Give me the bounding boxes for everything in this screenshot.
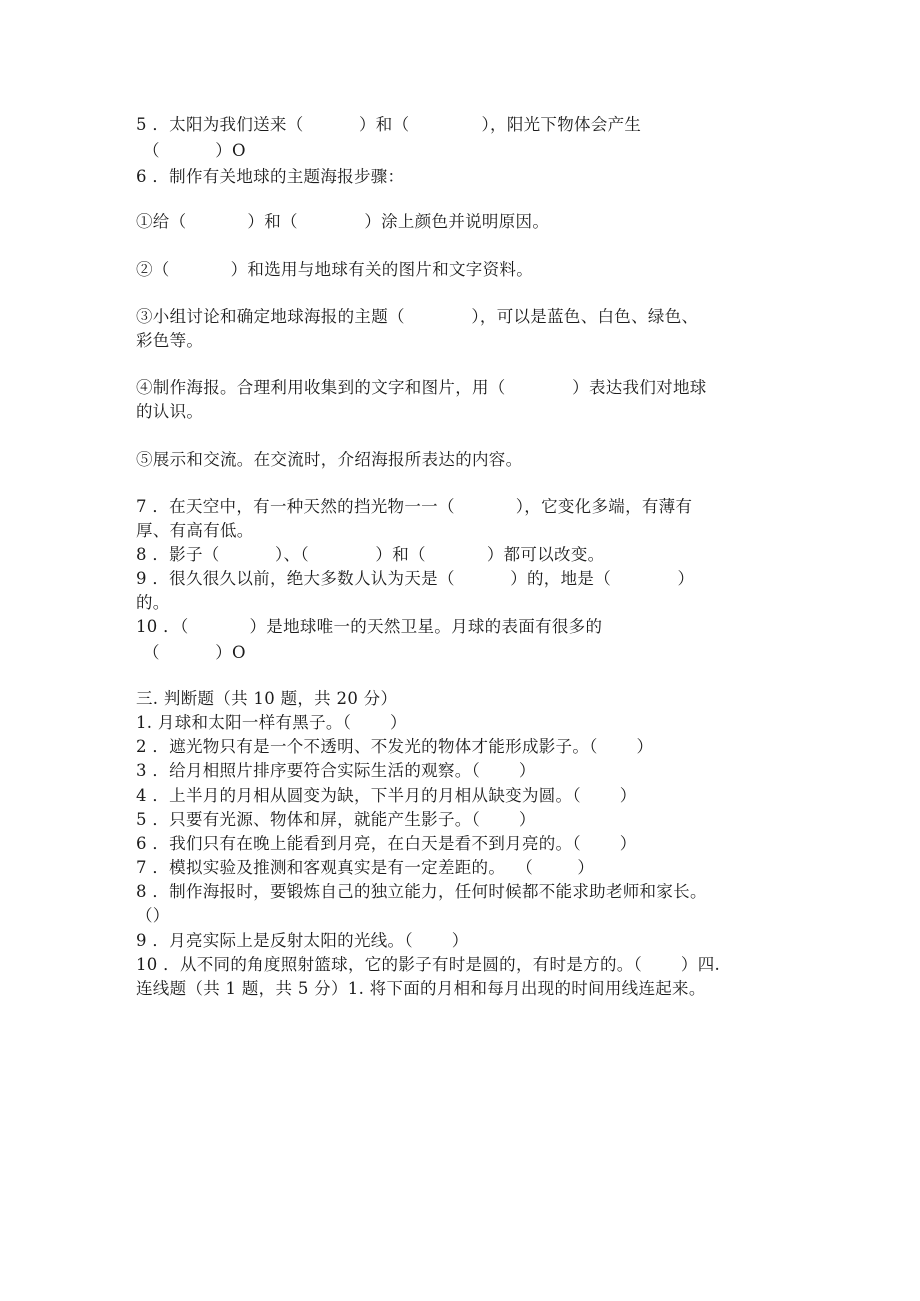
q6-step4-line2: 的认识。 <box>136 402 204 421</box>
q5-line1: 5 ．太阳为我们送来（ ）和（ ），阳光下物体会产生 <box>136 115 642 134</box>
section-heading-true-false: 三. 判断题（共 10 题，共 20 分） <box>136 689 398 708</box>
q10-line1: 10 ．（ ）是地球唯一的天然卫星。月球的表面有很多的 <box>136 617 603 636</box>
q6-title: 6 ．制作有关地球的主题海报步骤： <box>136 167 405 186</box>
tf-item: 10 ．从不同的角度照射篮球，它的影子有时是圆的，有时是方的。（ ）四. <box>136 955 721 974</box>
q8-line1: 8 ．影子（ ）、（ ）和（ ）都可以改变。 <box>136 545 605 564</box>
tf-item: 4 ．上半月的月相从圆变为缺，下半月的月相从缺变为圆。（ ） <box>136 786 637 805</box>
q5-line2: （ ）O <box>143 141 246 160</box>
q6-step5: ⑤展示和交流。在交流时，介绍海报所表达的内容。 <box>136 450 523 469</box>
q6-step3-line1: ③小组讨论和确定地球海报的主题（ ），可以是蓝色、白色、绿色、 <box>136 307 699 326</box>
q7-line1: 7 ．在天空中，有一种天然的挡光物一一（ ），它变化多端，有薄有 <box>136 497 693 516</box>
q6-step1: ①给（ ）和（ ）涂上颜色并说明原因。 <box>136 212 550 231</box>
tf-item: 8 ．制作海报时，要锻炼自己的独立能力，任何时候都不能求助老师和家长。 <box>136 882 707 901</box>
tf-item: 1. 月球和太阳一样有黑子。（ ） <box>136 713 407 732</box>
q6-step2: ②（ ）和选用与地球有关的图片和文字资料。 <box>136 260 533 279</box>
matching-section-line: 连线题（共 1 题，共 5 分）1. 将下面的月相和每月出现的时间用线连起来。 <box>136 979 706 998</box>
q9-line1: 9 ．很久很久以前，绝大多数人认为天是（ ）的，地是（ ） <box>136 569 695 588</box>
tf-item: 6 ．我们只有在晚上能看到月亮，在白天是看不到月亮的。（ ） <box>136 834 637 853</box>
tf-item: 5 ．只要有光源、物体和屏，就能产生影子。（ ） <box>136 810 536 829</box>
q6-step3-line2: 彩色等。 <box>136 331 204 350</box>
tf-item: 3 ．给月相照片排序要符合实际生活的观察。（ ） <box>136 761 536 780</box>
q9-line2: 的。 <box>136 593 170 612</box>
tf-item: 2 ．遮光物只有是一个不透明、不发光的物体才能形成影子。（ ） <box>136 737 654 756</box>
q7-line2: 厚、有高有低。 <box>136 521 254 540</box>
tf-item: 9 ．月亮实际上是反射太阳的光线。（ ） <box>136 931 469 950</box>
q6-step4-line1: ④制作海报。合理利用收集到的文字和图片，用（ ）表达我们对地球 <box>136 378 707 397</box>
tf-item: 7 ．模拟实验及推测和客观真实是有一定差距的。 （ ） <box>136 858 595 877</box>
q10-line2: （ ）O <box>143 643 246 662</box>
tf-item-continuation: （） <box>136 906 170 925</box>
